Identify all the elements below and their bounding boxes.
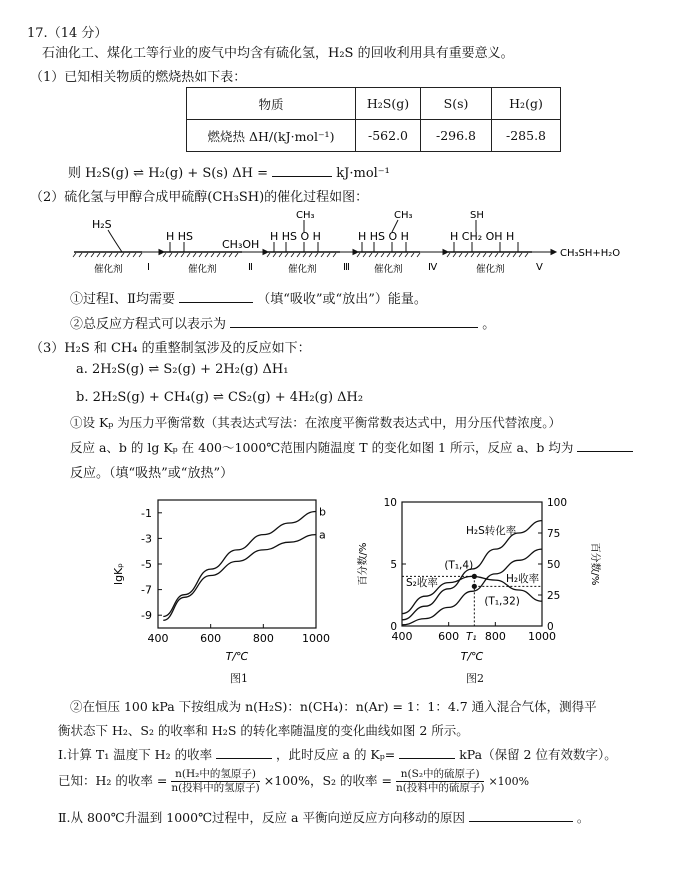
part2-q2: ②总反应方程式可以表示为 。 <box>70 313 495 332</box>
sub-question-1: Ⅰ.计算 T₁ 温度下 H₂ 的收率 ，此时反应 a 的 Kₚ= kPa（保留 2 位有效数字）。 <box>58 747 617 762</box>
sub-question-2: Ⅱ.从 800℃升温到 1000℃过程中，反应 a 平衡向逆反应方向移动的原因 。 <box>58 810 590 825</box>
y-tick-label: -1 <box>141 506 152 520</box>
right-y-tick-label: 75 <box>547 528 561 540</box>
table-cell: -562.0 <box>356 120 421 152</box>
series-label-a: a <box>319 528 326 542</box>
question-number: 17.（14 分） <box>27 26 108 41</box>
table-cell: -285.8 <box>492 120 561 152</box>
fig1-caption: 图1 <box>230 672 248 685</box>
catalysis-diagram <box>72 206 672 278</box>
series-line-b <box>163 512 316 617</box>
t1-tick-label: T₁ <box>466 631 477 643</box>
table-row <box>187 88 561 120</box>
table-cell: H₂(g) <box>492 88 561 120</box>
step-label: Ⅳ <box>428 262 438 273</box>
figure-2 <box>356 494 606 670</box>
catalyst-label: 催化剂 <box>476 264 505 275</box>
answer-blank[interactable] <box>230 314 478 328</box>
fraction-denominator: n(投料中的硫原子) <box>395 782 485 794</box>
catalyst-label: 催化剂 <box>94 264 123 275</box>
table-cell: S(s) <box>421 88 492 120</box>
y-tick-label: -3 <box>141 532 152 546</box>
kp-question: 反应 a、b 的 lg Kₚ 在 400～1000℃范围内随温度 T 的变化如图 1 所示，反应 a、b 均为 <box>70 438 633 456</box>
stage2-top-label: CH₃ <box>296 210 315 221</box>
x-tick-label: 600 <box>200 632 222 645</box>
left-y-tick-label: 0 <box>390 621 397 633</box>
right-y-tick-label: 100 <box>547 497 568 509</box>
step-label: Ⅱ <box>248 262 253 273</box>
series-label-h2-yield: H₂收率 <box>506 573 540 585</box>
fig1-plot-frame <box>158 500 316 628</box>
x-tick-label: 1000 <box>302 632 330 645</box>
condition-line-1: ②在恒压 100 kPa 下按组成为 n(H₂S)：n(CH₄)：n(Ar) = 1：1：4.7 通入混合气体，测得平 <box>70 699 597 714</box>
fraction-numerator: n(H₂中的氢原子) <box>171 768 259 782</box>
part2-heading: （2）硫化氢与甲醇合成甲硫醇(CH₃SH)的催化过程如图： <box>30 190 369 205</box>
point-t1-32 <box>472 584 477 589</box>
fig1-y-axis-label: lgKₚ <box>112 563 125 585</box>
catalyst-label: 催化剂 <box>188 264 217 275</box>
reaction-a: a. 2H₂S(g) ⇌ S₂(g) + 2H₂(g) ΔH₁ <box>76 362 289 377</box>
answer-blank[interactable] <box>399 745 455 759</box>
x-tick-label: 600 <box>438 630 460 643</box>
intro-text: 石油化工、煤化工等行业的废气中均含有硫化氢，H₂S 的回收利用具有重要意义。 <box>42 46 514 61</box>
stage2-label: H HS O H <box>270 230 321 243</box>
yield-definitions: 已知：H₂ 的收率 = $\frac{\text{n(H₂中的氢原子)}}{\text{n(投料中的氢原子)}}$ ×100%，S₂ 的收率 = $\frac{\text{n(S₂中的硫原子)}}{\text{n(投料中的硫原子)}}$ ×100% <box>58 768 530 794</box>
annotation-t1-32: (T₁,32) <box>484 595 520 608</box>
y-tick-label: -5 <box>141 558 152 571</box>
kp-definition: ①设 Kₚ 为压力平衡常数（其表达式写法：在浓度平衡常数表达式中，用分压代替浓度。） <box>70 415 562 430</box>
condition-line-2: 衡状态下 H₂、S₂ 的收率和 H₂S 的转化率随温度的变化曲线如图 2 所示。 <box>58 723 469 738</box>
answer-blank[interactable] <box>216 745 272 759</box>
left-y-tick-label: 5 <box>390 559 397 571</box>
annotation-t1-4: (T₁,4) <box>444 559 474 572</box>
stage4-label: H CH₂ OH H <box>450 230 515 243</box>
right-y-tick-label: 25 <box>547 590 561 602</box>
stage3-label: H HS O H <box>358 230 409 243</box>
right-y-tick-label: 0 <box>547 621 554 633</box>
table-cell: 物质 <box>187 88 356 120</box>
part2-q1: ①过程Ⅰ、Ⅱ均需要 （填“吸收”或“放出”）能量。 <box>70 288 427 307</box>
step-label: Ⅰ <box>147 262 150 273</box>
answer-blank[interactable] <box>272 163 332 177</box>
s2-yield-fraction <box>396 768 484 795</box>
fig2-caption: 图2 <box>466 672 484 685</box>
part1-equation: 则 H₂S(g) ⇌ H₂(g) + S(s) ΔH = kJ·mol⁻¹ <box>68 162 390 181</box>
left-y-tick-label: 10 <box>383 497 397 509</box>
stage1-label: H HS <box>166 230 194 243</box>
catalyst-label: 催化剂 <box>374 264 403 275</box>
table-cell: H₂S(g) <box>356 88 421 120</box>
answer-blank[interactable] <box>577 438 633 452</box>
table-row <box>187 120 561 152</box>
x-tick-label: 1000 <box>528 630 556 643</box>
answer-blank[interactable] <box>469 808 573 822</box>
ch3oh-label: CH₃OH <box>222 238 260 251</box>
fig2-x-axis-label: T/℃ <box>460 650 484 663</box>
kp-question-end: 反应。（填“吸热”或“放热”） <box>70 466 234 481</box>
right-y-tick-label: 50 <box>547 559 561 571</box>
step-label: Ⅴ <box>536 262 543 273</box>
series-label-s2-yield: S₂收率 <box>406 577 438 589</box>
series-label-h2s-conversion: H₂S转化率 <box>466 525 517 537</box>
fig2-left-axis-label: 百分数/% <box>358 542 369 586</box>
table-cell: 燃烧热 ΔH/(kJ·mol⁻¹) <box>187 120 356 152</box>
part3-heading: （3）H₂S 和 CH₄ 的重整制氢涉及的反应如下： <box>30 341 311 356</box>
h2-yield-fraction <box>171 768 259 795</box>
fraction-denominator: n(投料中的氢原子) <box>171 782 260 794</box>
part1-heading: （1）已知相关物质的燃烧热如下表： <box>30 70 247 85</box>
catalyst-label: 催化剂 <box>288 264 317 275</box>
y-tick-label: -9 <box>141 609 152 623</box>
y-tick-label: -7 <box>141 583 152 597</box>
fraction-numerator: n(S₂中的硫原子) <box>396 768 484 782</box>
products-label: CH₃SH+H₂O <box>560 248 621 259</box>
stage4-top-label: SH <box>470 210 484 221</box>
question-points: （14 分） <box>47 26 108 41</box>
h2s-label: H₂S <box>92 218 112 231</box>
x-tick-label: 400 <box>147 632 169 645</box>
x-tick-label: 800 <box>252 632 274 645</box>
fig1-x-axis-label: T/℃ <box>225 650 249 663</box>
combustion-heat-table <box>186 87 561 152</box>
fig2-right-axis-label: 百分数/% <box>589 542 600 586</box>
table-cell: -296.8 <box>421 120 492 152</box>
stage3-top-label: CH₃ <box>394 210 413 221</box>
series-line-a <box>163 535 316 621</box>
reaction-b: b. 2H₂S(g) + CH₄(g) ⇌ CS₂(g) + 4H₂(g) ΔH₂ <box>76 390 364 405</box>
answer-blank[interactable] <box>179 289 253 303</box>
x-tick-label: 400 <box>391 630 413 643</box>
figure-1 <box>112 494 334 670</box>
point-t1-4 <box>472 574 477 579</box>
series-label-b: b <box>319 505 326 519</box>
x-tick-label: 800 <box>484 630 506 643</box>
step-label: Ⅲ <box>343 262 350 273</box>
